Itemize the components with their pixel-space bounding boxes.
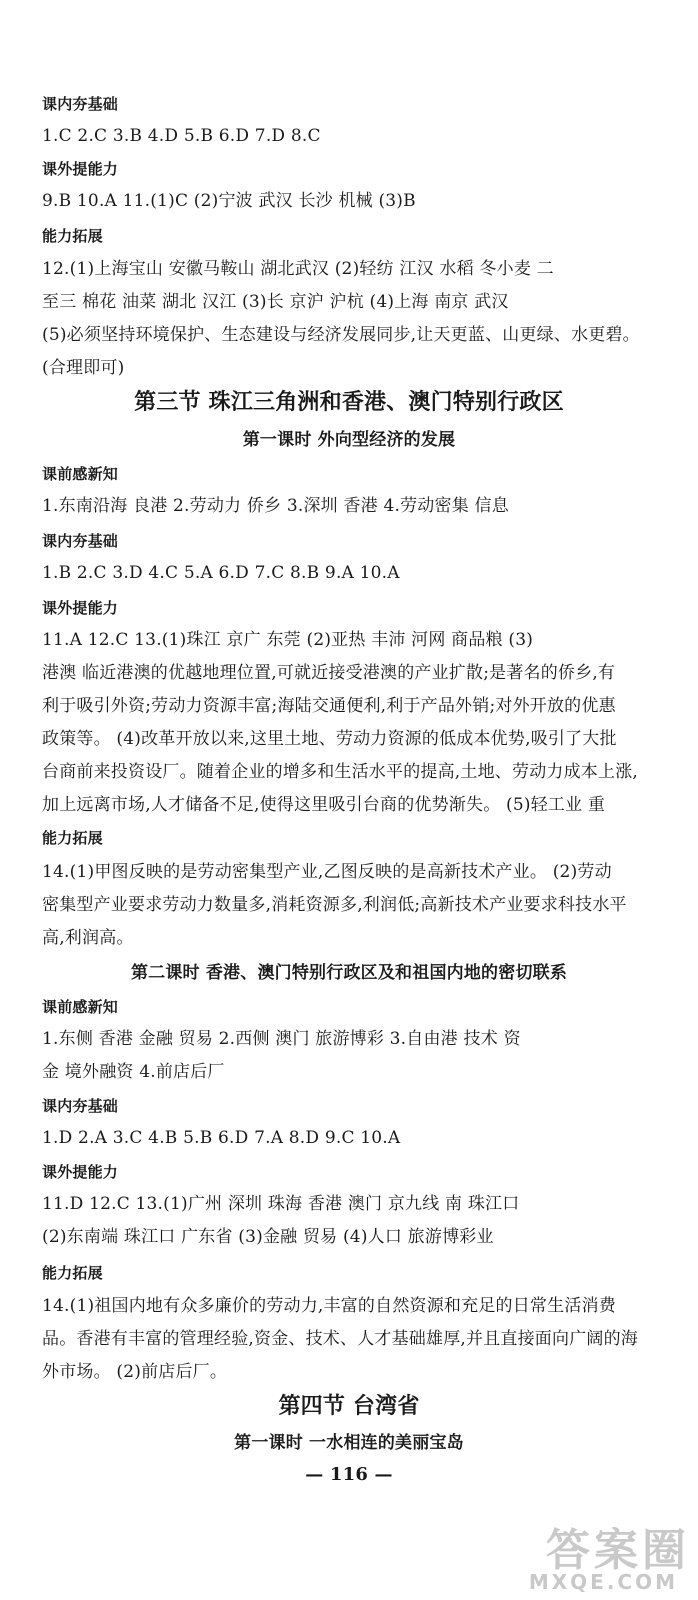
section-title: 第三节 珠江三角洲和香港、澳门特别行政区: [134, 390, 564, 415]
answer-line: 1.D 2.A 3.C 4.B 5.B 6.D 7.A 8.D 9.C 10.A: [42, 1128, 401, 1148]
lesson-title: 第二课时 香港、澳门特别行政区及和祖国内地的密切联系: [130, 963, 568, 983]
lesson-title: 第一课时 外向型经济的发展: [242, 430, 456, 450]
answer-line: 密集型产业要求劳动力数量多,消耗资源多,利润低;高新技术产业要求科技水平: [42, 895, 627, 915]
heading-in-class: 课内夯基础: [42, 1097, 119, 1115]
answer-line: 1.B 2.C 3.D 4.C 5.A 6.D 7.C 8.B 9.A 10.A: [42, 563, 400, 583]
answer-line: 品。香港有丰富的管理经验,资金、技术、人才基础雄厚,并且直接面向广阔的海: [42, 1329, 639, 1349]
watermark-logo-text: 答案圈: [546, 1525, 690, 1576]
answer-line: 金 境外融资 4.前店后厂: [42, 1062, 225, 1082]
answer-line: 至三 棉花 油菜 湖北 汉江 (3)长 京沪 沪杭 (4)上海 南京 武汉: [42, 292, 509, 312]
answer-line: 11.A 12.C 13.(1)珠江 京广 东莞 (2)亚热 丰沛 河网 商品粮 (3): [42, 630, 534, 650]
heading-extension: 能力拓展: [42, 1264, 103, 1282]
heading-extension: 能力拓展: [42, 227, 103, 245]
answer-line: 12.(1)上海宝山 安徽马鞍山 湖北武汉 (2)轻纺 江汉 水稻 冬小麦 二: [42, 259, 554, 279]
answer-line: 加上远离市场,人才储备不足,使得这里吸引台商的优势渐失。 (5)轻工业 重: [42, 795, 606, 815]
answer-line: 1.东南沿海 良港 2.劳动力 侨乡 3.深圳 香港 4.劳动密集 信息: [42, 496, 509, 516]
heading-in-class: 课内夯基础: [42, 95, 119, 113]
answer-line: 11.D 12.C 13.(1)广州 深圳 珠海 香港 澳门 京九线 南 珠江口: [42, 1194, 520, 1214]
lesson-title: 第一课时 一水相连的美丽宝岛: [234, 1433, 464, 1453]
heading-in-class: 课内夯基础: [42, 532, 119, 550]
answer-line: (5)必须坚持环境保护、生态建设与经济发展同步,让天更蓝、山更绿、水更碧。: [42, 325, 640, 345]
page-number: — 116 —: [305, 1464, 393, 1485]
watermark-url-text: MXQE.COM: [528, 1570, 678, 1594]
heading-after-class: 课外提能力: [42, 160, 119, 178]
heading-after-class: 课外提能力: [42, 1163, 119, 1181]
answer-line: 港澳 临近港澳的优越地理位置,可就近接受港澳的产业扩散;是著名的侨乡,有: [42, 663, 616, 683]
heading-pre-class: 课前感新知: [42, 465, 119, 483]
answer-line: 1.C 2.C 3.B 4.D 5.B 6.D 7.D 8.C: [42, 126, 321, 146]
heading-after-class: 课外提能力: [42, 599, 119, 617]
answer-line: 高,利润高。: [42, 928, 134, 948]
answer-line: 9.B 10.A 11.(1)C (2)宁波 武汉 长沙 机械 (3)B: [42, 191, 416, 211]
watermark-logo: [490, 1514, 690, 1594]
answer-line: 利于吸引外资;劳动力资源丰富;海陆交通便利,利于产品外销;对外开放的优惠: [42, 696, 616, 716]
answer-line: 台商前来投资设厂。随着企业的增多和生活水平的提高,土地、劳动力成本上涨,: [42, 762, 639, 782]
answer-line: (2)东南端 珠江口 广东省 (3)金融 贸易 (4)人口 旅游博彩业: [42, 1227, 494, 1247]
answer-line: 政策等。 (4)改革开放以来,这里土地、劳动力资源的低成本优势,吸引了大批: [42, 729, 617, 749]
answer-line: 14.(1)甲图反映的是劳动密集型产业,乙图反映的是高新技术产业。 (2)劳动: [42, 862, 612, 882]
answer-line: 1.东侧 香港 金融 贸易 2.西侧 澳门 旅游博彩 3.自由港 技术 资: [42, 1029, 521, 1049]
heading-extension: 能力拓展: [42, 829, 103, 847]
answer-line: 14.(1)祖国内地有众多廉价的劳动力,丰富的自然资源和充足的日常生活消费: [42, 1296, 616, 1316]
answer-line: (合理即可): [42, 358, 125, 378]
section-title: 第四节 台湾省: [278, 1394, 420, 1419]
heading-pre-class: 课前感新知: [42, 998, 119, 1016]
answer-line: 外市场。 (2)前店后厂。: [42, 1362, 228, 1382]
